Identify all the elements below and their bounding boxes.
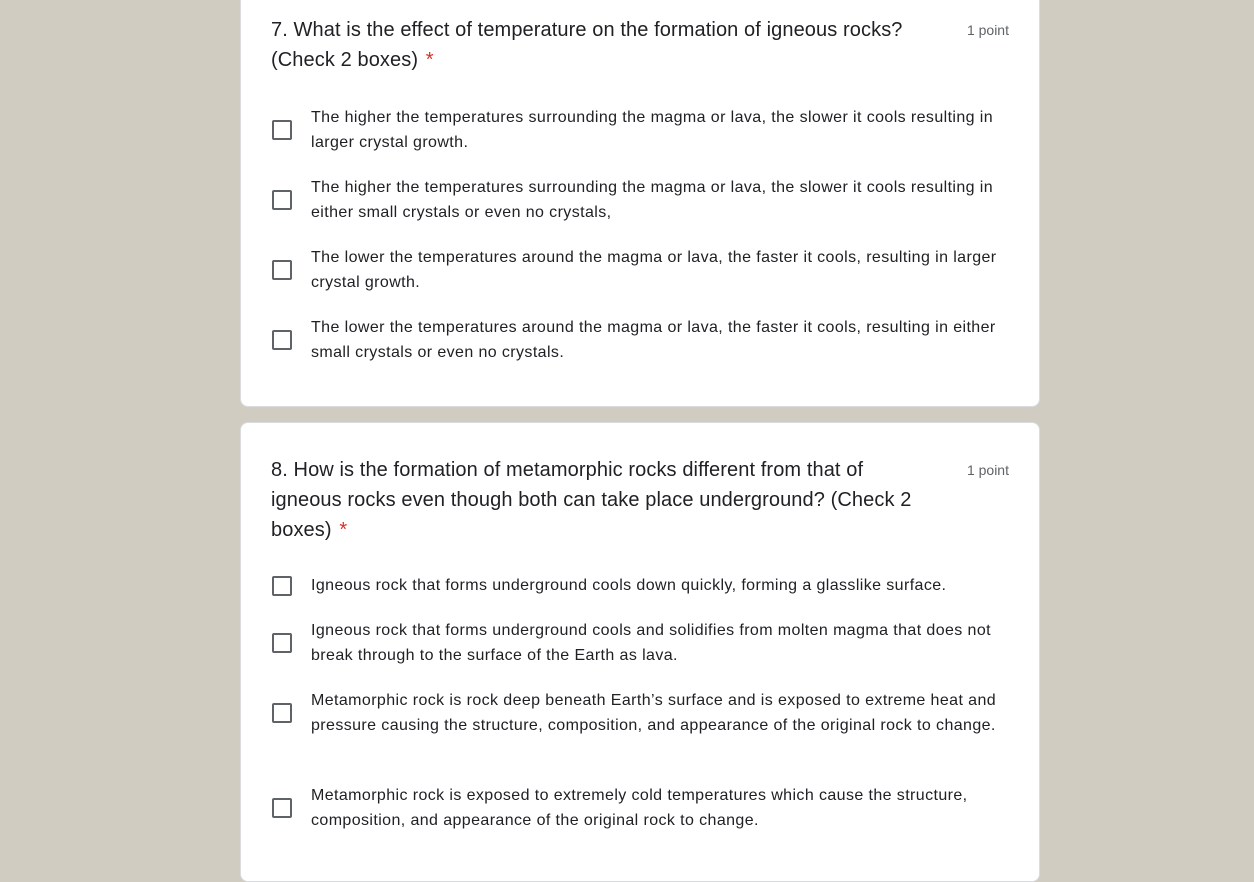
- question-title-text: 8. How is the formation of metamorphic rocks different from that of igneous rocks even though both can take place underground? (Check 2 boxes): [271, 459, 912, 541]
- checkbox[interactable]: [272, 190, 292, 210]
- question-card-8: [240, 422, 1040, 882]
- option-label: The lower the temperatures around the magma or lava, the faster it cools, resulting in larger crystal growth.: [311, 249, 997, 291]
- option-label: Igneous rock that forms underground cools down quickly, forming a glasslike surface.: [311, 577, 947, 594]
- question-title-text: 7. What is the effect of temperature on the formation of igneous rocks? (Check 2 boxes): [271, 19, 903, 71]
- checkbox[interactable]: [272, 576, 292, 596]
- option-7a[interactable]: [271, 105, 1011, 155]
- option-label: Metamorphic rock is rock deep beneath Earth’s surface and is exposed to extreme heat and pressure causing the structure, composition, and appearance of the original rock to change.: [311, 692, 997, 734]
- checkbox[interactable]: [272, 703, 292, 723]
- option-8c[interactable]: [271, 688, 1011, 738]
- question-header: [271, 15, 1009, 75]
- question-header: [271, 455, 1009, 545]
- checkbox[interactable]: [272, 260, 292, 280]
- question-title: [271, 15, 931, 75]
- required-asterisk: *: [425, 49, 434, 71]
- question-points: 1 point: [966, 22, 1009, 38]
- required-asterisk: *: [339, 519, 348, 541]
- option-label: The higher the temperatures surrounding the magma or lava, the slower it cools resulting in larger crystal growth.: [311, 109, 994, 151]
- question-points: 1 point: [966, 462, 1009, 478]
- option-label: The higher the temperatures surrounding the magma or lava, the slower it cools resulting in either small crystals or even no crystals,: [311, 179, 994, 221]
- option-8a[interactable]: [271, 573, 1011, 598]
- option-label: Igneous rock that forms underground cools and solidifies from molten magma that does not break through to the surface of the Earth as lava.: [311, 622, 991, 664]
- option-8d[interactable]: [271, 783, 1011, 833]
- question-title: [271, 455, 931, 545]
- checkbox[interactable]: [272, 330, 292, 350]
- option-label: The lower the temperatures around the magma or lava, the faster it cools, resulting in either small crystals or even no crystals.: [311, 319, 996, 361]
- checkbox[interactable]: [272, 633, 292, 653]
- option-7c[interactable]: [271, 245, 1011, 295]
- option-7d[interactable]: [271, 315, 1011, 365]
- checkbox[interactable]: [272, 120, 292, 140]
- option-8b[interactable]: [271, 618, 1011, 668]
- option-label: Metamorphic rock is exposed to extremely cold temperatures which cause the structure, composition, and appearance of the original rock to change.: [311, 787, 968, 829]
- checkbox[interactable]: [272, 798, 292, 818]
- option-7b[interactable]: [271, 175, 1011, 225]
- question-card-7: [240, 0, 1040, 407]
